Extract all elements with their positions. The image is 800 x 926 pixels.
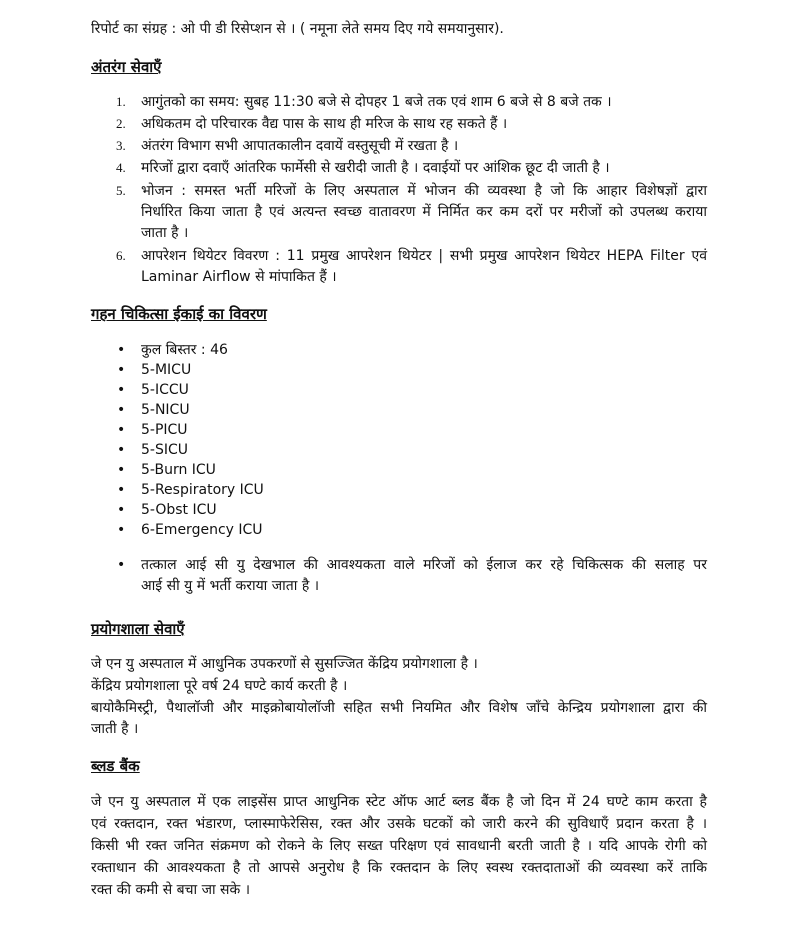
list-item-text: 5-ICCU [141,382,189,398]
paragraph-line: रक्ताधान की आवश्यकता है तो आपसे अनुरोध है कि रक्तदान के लिए स्वस्थ रक्तदाताओं की व्यवस्था करें ताकि [91,860,707,876]
paragraph-line: किसी भी रक्त जनित संक्रमण को रोकने के लिए सख्त परिक्षण एवं सावधानी बरती जाती है । यदि आपके रोगी को [91,838,707,854]
lab-services-heading: प्रयोगशाला सेवाएँ [91,620,185,638]
bullet-icon: • [117,342,126,358]
bullet-icon: • [117,382,126,398]
bullet-icon: • [117,402,126,418]
list-item-text: 6-Emergency ICU [141,522,263,538]
paragraph-line: जाती है । [91,721,139,737]
report-collection-line: रिपोर्ट का संग्रह : ओ पी डी रिसेप्शन से । ( नमूना लेते समय दिए गये समयानुसार). [91,21,504,37]
bullet-icon: • [117,502,126,518]
bullet-icon: • [117,362,126,378]
bullet-icon: • [117,462,126,478]
list-item-text: आई सी यु में भर्ती कराया जाता है । [141,578,320,594]
list-item-text: जाता है । [141,225,189,241]
list-item-text: 5-PICU [141,422,188,438]
list-number: 6. [116,248,126,263]
list-number: 5. [116,183,126,198]
bullet-icon: • [117,482,126,498]
list-item-text: कुल बिस्तर : 46 [141,342,228,358]
list-item-text: अंतरंग विभाग सभी आपातकालीन दवायें वस्तुसूची में रखता है । [141,138,459,154]
paragraph-line: केंद्रिय प्रयोगशाला पूरे वर्ष 24 घण्टे कार्य करती है । [91,678,348,694]
list-item-text: आपरेशन थियेटर विवरण : 11 प्रमुख आपरेशन थियेटर | सभी प्रमुख आपरेशन थियेटर HEPA Filter एवं [141,248,707,264]
list-number: 1. [116,94,126,109]
inpatient-services-heading: अंतरंग सेवाएँ [91,58,162,76]
icu-details-heading: गहन चिकित्सा ईकाई का विवरण [91,305,267,323]
list-item-text: Laminar Airflow से मांपाकित हैं । [141,269,337,285]
list-item-text: तत्काल आई सी यु देखभाल की आवश्यकता वाले मरिजों को ईलाज कर रहे चिकित्सक की सलाह पर [141,557,707,573]
bullet-icon: • [117,422,126,438]
list-item-text: 5-NICU [141,402,190,418]
list-item-text: 5-MICU [141,362,192,378]
list-number: 4. [116,160,126,175]
bullet-icon: • [117,557,126,573]
blood-bank-heading: ब्लड बैंक [91,757,140,775]
list-item-text: आगुंतको का समय: सुबह 11:30 बजे से दोपहर 1 बजे तक एवं शाम 6 बजे से 8 बजे तक । [141,94,612,110]
paragraph-line: एवं रक्तदान, रक्त भंडारण, प्लास्माफेरेसिस, रक्त और उसके घटकों को जारी करने की सुविधाएँ प्रदान करता है । [91,816,707,832]
paragraph-line: बायोकैमिस्ट्री, पैथालॉजी और माइक्रोबायोलॉजी सहित सभी नियमित और विशेष जाँचे केन्द्रिय प्रयोगशाला द्वारा की [91,700,707,716]
list-item-text: निर्धारित किया जाता है एवं अत्यन्त स्वच्छ वातावरण में निर्मित कर कम दरों पर मरीजों को उपलब्ध कराया [141,204,707,220]
list-item-text: भोजन : समस्त भर्ती मरिजों के लिए अस्पताल में भोजन की व्यवस्था है जो कि आहार विशेषज्ञों द्वारा [141,183,707,199]
list-item-text: 5-SICU [141,442,188,458]
paragraph-line: रक्त की कमी से बचा जा सके । [91,882,250,898]
bullet-icon: • [117,442,126,458]
list-item-text: 5-Respiratory ICU [141,482,264,498]
list-item-text: 5-Obst ICU [141,502,217,518]
bullet-icon: • [117,522,126,538]
list-item-text: 5-Burn ICU [141,462,216,478]
list-number: 2. [116,116,126,131]
list-number: 3. [116,138,126,153]
paragraph-line: जे एन यु अस्पताल में एक लाइसेंस प्राप्त आधुनिक स्टेट ऑफ आर्ट ब्लड बैंक है जो दिन में 24 घण्टे काम करता है [91,794,707,810]
paragraph-line: जे एन यु अस्पताल में आधुनिक उपकरणों से सुसज्जित केंद्रिय प्रयोगशाला है । [91,656,478,672]
list-item-text: अधिकतम दो परिचारक वैद्य पास के साथ ही मरिज के साथ रह सकते हैं । [141,116,508,132]
list-item-text: मरिजों द्वारा दवाएँ आंतरिक फार्मेसी से खरीदी जाती है । दवाईयों पर आंशिक छूट दी जाती है । [141,160,610,176]
